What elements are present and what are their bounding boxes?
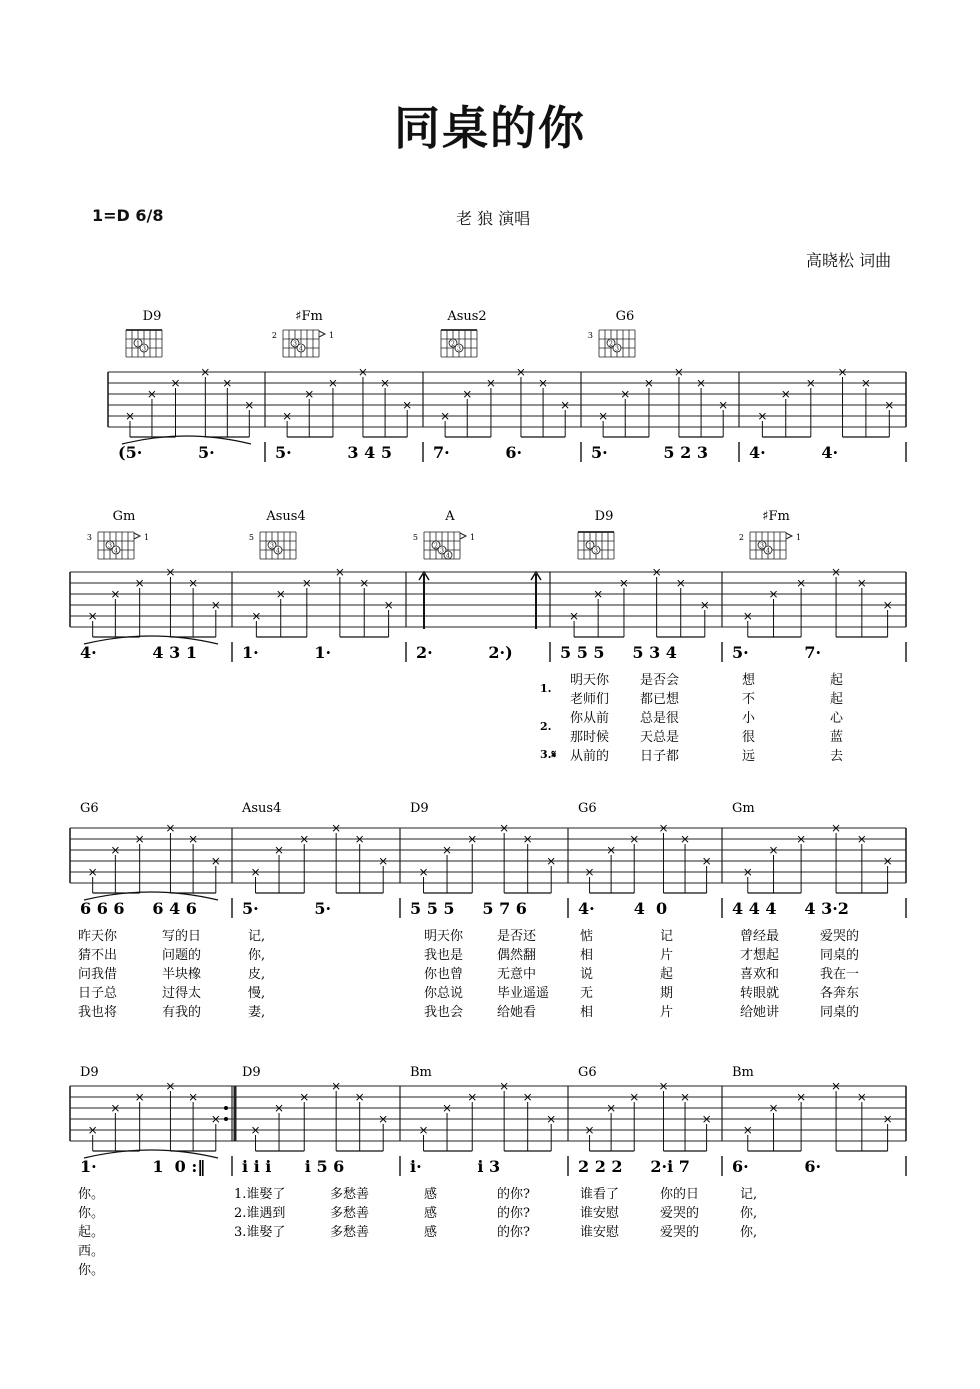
jianpu-measure: 6 6 6 6 4 6 (80, 899, 197, 918)
jianpu-measure: i i i i 5 6 (242, 1157, 345, 1176)
tab-x-mark: × (467, 1090, 478, 1104)
lyric-text: 天总是 (640, 730, 680, 745)
tab-x-mark: × (860, 376, 871, 390)
tab-x-mark: × (380, 376, 391, 390)
lyric-text: 去 (830, 749, 844, 764)
jianpu-measure: 7· 6· (433, 443, 523, 462)
lyric-text: 你的日 (660, 1187, 700, 1202)
barre-marker (319, 331, 325, 337)
finger-number: 3 (760, 542, 764, 550)
barre-string: 1 (144, 533, 150, 542)
finger-number: 3 (615, 345, 619, 353)
lyric-text: 2.谁遇到 (234, 1206, 286, 1221)
lyric-text: 起。 (78, 1225, 105, 1240)
tab-x-mark: × (357, 365, 368, 379)
tab-x-mark: × (354, 1090, 365, 1104)
lyric-text: 记, (248, 929, 266, 944)
tab-x-mark: × (244, 398, 255, 412)
lyric-text: 是否会 (640, 673, 680, 688)
finger-number: 4 (446, 552, 450, 560)
lyric-text: 日子总 (78, 986, 118, 1001)
tab-x-mark: × (282, 409, 293, 423)
tab-x-mark: × (884, 398, 895, 412)
lyric-text: 你。 (78, 1206, 105, 1221)
barre-marker (786, 533, 792, 539)
tab-x-mark: × (837, 365, 848, 379)
tab-x-mark: × (742, 1123, 753, 1137)
chord-fret-number: 3 (86, 533, 92, 542)
chord-name: G6 (615, 309, 635, 324)
tab-x-mark: × (680, 1090, 691, 1104)
lyric-text: 从前的 (570, 749, 610, 764)
tab-x-mark: × (87, 609, 98, 623)
tab-x-mark: × (831, 565, 842, 579)
tab-x-mark: × (584, 1123, 595, 1137)
tab-x-mark: × (658, 821, 669, 835)
tab-x-mark: × (757, 409, 768, 423)
lyric-text: 记, (740, 1187, 758, 1202)
tab-x-mark: × (188, 832, 199, 846)
tab-x-mark: × (165, 1079, 176, 1093)
lyric-text: 惦 (580, 929, 594, 944)
lyric-text: 过得太 (162, 986, 202, 1001)
tab-x-mark: × (742, 865, 753, 879)
lyric-text: 的你? (497, 1206, 530, 1221)
lyric-text: 你, (740, 1225, 758, 1240)
lyric-text: 远 (742, 749, 756, 764)
tab-x-mark: × (299, 832, 310, 846)
lyric-text: 问我借 (78, 967, 118, 982)
jianpu-measure: 5 5 5 5 7 6 (410, 899, 527, 918)
lyric-text: 慢, (248, 986, 266, 1001)
tab-x-mark: × (538, 376, 549, 390)
tab-x-mark: × (304, 387, 315, 401)
chord-name: Asus4 (242, 801, 282, 816)
tab-x-mark: × (188, 1090, 199, 1104)
lyric-text: 起 (830, 673, 844, 688)
tab-x-mark: × (796, 576, 807, 590)
barre-string: 1 (470, 533, 476, 542)
lyric-text: 多愁善 (330, 1225, 370, 1240)
tab-x-mark: × (856, 576, 867, 590)
tab-x-mark: × (499, 821, 510, 835)
tab-x-mark: × (334, 565, 345, 579)
lyric-text: 喜欢和 (740, 967, 780, 982)
tab-x-mark: × (378, 1112, 389, 1126)
chord-fret-number: 2 (738, 533, 744, 542)
lyric-text: 心 (830, 711, 844, 726)
lyric-text: 感 (424, 1187, 438, 1202)
lyric-text: 你, (248, 948, 266, 963)
lyric-text: 记 (660, 929, 674, 944)
tab-x-mark: × (796, 1090, 807, 1104)
lyric-text: 不 (742, 692, 756, 707)
tab-x-mark: × (210, 598, 221, 612)
tab-x-mark: × (701, 1112, 712, 1126)
lyric-text: 爱哭的 (820, 929, 860, 944)
tab-x-mark: × (165, 565, 176, 579)
lyric-text: 老师们 (570, 692, 610, 707)
tab-x-mark: × (134, 576, 145, 590)
tab-x-mark: × (165, 821, 176, 835)
jianpu-measure: i· i 3 (410, 1157, 501, 1176)
finger-number: 2 (609, 340, 613, 348)
lyric-text: 相 (580, 1005, 594, 1020)
finger-number: 4 (276, 547, 280, 555)
lyric-text: 感 (424, 1225, 438, 1240)
tab-x-mark: × (629, 1090, 640, 1104)
chord-name: ♯Fm (295, 309, 323, 324)
tab-x-mark: × (124, 409, 136, 423)
lyric-text: 你。 (78, 1187, 105, 1202)
lyric-text: 有我的 (162, 1005, 202, 1020)
tab-x-mark: × (188, 576, 199, 590)
lyric-text: 写的日 (162, 929, 202, 944)
lyric-text: 1.谁娶了 (234, 1187, 286, 1202)
lyric-text: 想 (742, 673, 756, 688)
lyric-text: 各奔东 (820, 986, 860, 1001)
tab-x-mark: × (701, 854, 712, 868)
lyric-text: 的你? (497, 1187, 530, 1202)
finger-number: 1 (588, 542, 592, 550)
chord-name: Bm (732, 1065, 754, 1080)
tab-x-mark: × (673, 365, 684, 379)
lyric-text: 起 (660, 967, 674, 982)
jianpu-measure: 5· 5 2 3 (591, 443, 708, 462)
chord-name: Gm (732, 801, 755, 816)
tab-x-mark: × (593, 587, 604, 601)
lyric-text: 给她看 (497, 1005, 537, 1020)
chord-name: D9 (594, 509, 614, 524)
lyric-text: 妻, (248, 1005, 266, 1020)
tab-x-mark: × (618, 576, 629, 590)
lyric-text: 3.谁娶了 (234, 1225, 286, 1240)
tab-x-mark: × (658, 1079, 669, 1093)
chord-name: D9 (80, 1065, 99, 1080)
jianpu-measure: 1· 1· (242, 643, 332, 662)
lyric-text: 说 (580, 967, 594, 982)
chord-name: Asus2 (447, 309, 487, 324)
tab-x-mark: × (378, 854, 389, 868)
lyric-text: 转眼就 (740, 986, 780, 1001)
jianpu-measure: 6· 6· (732, 1157, 822, 1176)
jianpu-measure: 4 4 4 4 3·2 (732, 899, 849, 918)
finger-number: 4 (114, 547, 118, 555)
lyric-text: 明天你 (570, 673, 610, 688)
lyric-text: 我也会 (424, 1005, 464, 1020)
tab-x-mark: × (805, 376, 816, 390)
tab-x-mark: × (442, 1101, 453, 1115)
jianpu-measure: 4· 4 3 1 (80, 643, 197, 662)
chord-name: D9 (410, 801, 429, 816)
tab-x-mark: × (170, 376, 181, 390)
tab-x-mark: × (651, 565, 662, 579)
lyric-text: 那时候 (570, 730, 610, 745)
barre-string: 1 (796, 533, 802, 542)
lyric-text: 我也是 (424, 948, 464, 963)
lyric-text: 同桌的 (820, 1005, 860, 1020)
tab-x-mark: × (110, 843, 121, 857)
tab-x-mark: × (606, 1101, 617, 1115)
tab-x-mark: × (598, 409, 609, 423)
tab-x-mark: × (768, 1101, 779, 1115)
lyric-text: 才想起 (740, 948, 780, 963)
tab-x-mark: × (882, 1112, 893, 1126)
tab-x-mark: × (418, 1123, 429, 1137)
tab-x-mark: × (584, 865, 595, 879)
tab-x-mark: × (606, 843, 617, 857)
chord-name: Bm (410, 1065, 432, 1080)
tab-x-mark: × (146, 387, 157, 401)
tab-x-mark: × (831, 1079, 842, 1093)
tab-x-mark: × (831, 821, 842, 835)
chord-name: D9 (142, 309, 162, 324)
lyric-text: 曾经最 (740, 929, 780, 944)
lyric-text: 多愁善 (330, 1187, 370, 1202)
chord-name: ♯Fm (762, 509, 790, 524)
tab-x-mark: × (620, 387, 631, 401)
lyric-text: 片 (660, 1005, 674, 1020)
tab-x-mark: × (699, 598, 710, 612)
tab-x-mark: × (383, 598, 394, 612)
tab-x-mark: × (780, 387, 791, 401)
tab-x-mark: × (522, 832, 533, 846)
lyric-text: 同桌的 (820, 948, 860, 963)
finger-number: 2 (434, 542, 438, 550)
tab-x-mark: × (856, 1090, 867, 1104)
lyric-text: 小 (742, 711, 756, 726)
key-signature: 1=D 6/8 (92, 206, 164, 225)
lyric-text: 多愁善 (330, 1206, 370, 1221)
tab-x-mark: × (210, 1112, 221, 1126)
tab-x-mark: × (546, 1112, 557, 1126)
jianpu-measure: 5 5 5 5 3 4 (560, 643, 677, 662)
tab-x-mark: × (331, 1079, 342, 1093)
lyric-text: 你也曾 (424, 967, 464, 982)
jianpu-measure: 2 2 2 2·i 7 (578, 1157, 690, 1176)
tab-x-mark: × (796, 832, 807, 846)
jianpu-measure: 5· 5· (242, 899, 332, 918)
finger-number: 3 (457, 345, 461, 353)
barre-string: 1 (329, 331, 335, 340)
tab-x-mark: × (274, 1101, 285, 1115)
finger-number: 3 (594, 547, 598, 555)
tab-x-mark: × (331, 821, 342, 835)
verse-number: 2. (540, 720, 552, 733)
tab-x-mark: × (200, 365, 211, 379)
lyric-text: 感 (424, 1206, 438, 1221)
tab-x-mark: × (856, 832, 867, 846)
lyric-text: 谁安慰 (580, 1225, 620, 1240)
lyric-text: 昨天你 (78, 929, 118, 944)
jianpu-measure: 5· 3 4 5 (275, 443, 392, 462)
lyric-text: 猜不出 (78, 948, 118, 963)
chord-name: G6 (80, 801, 99, 816)
tab-x-mark: × (299, 1090, 310, 1104)
tab-x-mark: × (680, 832, 691, 846)
tab-x-mark: × (110, 1101, 121, 1115)
lyric-text: 总是很 (640, 711, 680, 726)
tab-x-mark: × (134, 832, 145, 846)
tab-x-mark: × (418, 865, 429, 879)
tab-x-mark: × (250, 865, 261, 879)
verse-number: 3.𝄋 (540, 748, 557, 761)
finger-number: 3 (440, 547, 444, 555)
chord-fret-number: 2 (271, 331, 277, 340)
tab-x-mark: × (742, 609, 753, 623)
lyric-text: 期 (660, 986, 674, 1001)
lyric-text: 给她讲 (740, 1005, 780, 1020)
lyric-text: 片 (660, 948, 674, 963)
tab-x-mark: × (882, 598, 893, 612)
lyric-text: 偶然翻 (497, 948, 537, 963)
tab-x-mark: × (250, 1123, 261, 1137)
chord-name: A (445, 509, 455, 524)
lyric-text: 谁看了 (580, 1187, 620, 1202)
tab-x-mark: × (462, 387, 473, 401)
lyric-text: 无 (580, 986, 594, 1001)
jianpu-measure: 2· 2·) (416, 643, 513, 662)
tab-x-mark: × (882, 854, 893, 868)
chord-name: G6 (578, 1065, 597, 1080)
lyric-text: 你从前 (570, 711, 610, 726)
chord-name: Gm (112, 509, 136, 524)
lyric-text: 西。 (78, 1244, 105, 1259)
jianpu-measure: (5· 5· (118, 443, 215, 462)
chord-name: D9 (242, 1065, 261, 1080)
lyric-text: 我在一 (820, 967, 860, 982)
finger-number: 4 (766, 547, 770, 555)
lyric-text: 半块橡 (162, 967, 202, 982)
tab-x-mark: × (643, 376, 654, 390)
lyric-text: 蓝 (830, 730, 844, 745)
lyric-text: 爱哭的 (660, 1206, 700, 1221)
performer: 老 狼 演唱 (456, 209, 531, 228)
lyric-text: 毕业遥遥 (497, 986, 550, 1001)
tab-x-mark: × (87, 1123, 98, 1137)
tab-x-mark: × (718, 398, 729, 412)
jianpu-measure: 1· 1 0 :‖ (80, 1157, 206, 1176)
tab-x-mark: × (402, 398, 413, 412)
finger-number: 3 (293, 340, 297, 348)
chord-name: G6 (578, 801, 597, 816)
tab-x-mark: × (768, 587, 779, 601)
lyric-text: 皮, (248, 967, 266, 982)
tab-x-mark: × (440, 409, 451, 423)
lyric-text: 你。 (78, 1263, 105, 1278)
tab-x-mark: × (354, 832, 365, 846)
chord-name: Asus4 (266, 509, 306, 524)
lyric-text: 无意中 (497, 967, 537, 982)
tab-x-mark: × (696, 376, 707, 390)
tab-x-mark: × (301, 576, 312, 590)
tab-x-mark: × (546, 854, 557, 868)
lyric-text: 日子都 (640, 749, 680, 764)
tab-x-mark: × (569, 609, 580, 623)
tab-x-mark: × (274, 843, 285, 857)
tab-x-mark: × (499, 1079, 510, 1093)
lyric-text: 是否还 (497, 929, 537, 944)
tab-x-mark: × (467, 832, 478, 846)
tab-x-mark: × (675, 576, 686, 590)
lyric-text: 你, (740, 1206, 758, 1221)
jianpu-measure: 4· 4· (749, 443, 839, 462)
tab-x-mark: × (275, 587, 286, 601)
lyric-text: 你总说 (424, 986, 464, 1001)
song-title: 同桌的你 (394, 101, 586, 155)
tab-x-mark: × (768, 843, 779, 857)
barre-marker (460, 533, 466, 539)
tab-x-mark: × (251, 609, 262, 623)
barre-marker (134, 533, 140, 539)
credits: 高晓松 词曲 (806, 251, 892, 270)
tab-x-mark: × (222, 376, 233, 390)
jianpu-measure: 5· 7· (732, 643, 822, 662)
finger-number: 3 (108, 542, 112, 550)
repeat-dot (224, 1106, 228, 1110)
finger-number: 1 (136, 340, 140, 348)
lyric-text: 都已想 (640, 692, 680, 707)
lyric-text: 明天你 (424, 929, 464, 944)
lyric-text: 相 (580, 948, 594, 963)
finger-number: 2 (451, 340, 455, 348)
tab-x-mark: × (629, 832, 640, 846)
lyric-text: 很 (742, 730, 756, 745)
lyric-text: 我也将 (78, 1005, 118, 1020)
chord-fret-number: 5 (412, 533, 418, 542)
tab-x-mark: × (210, 854, 221, 868)
tab-x-mark: × (522, 1090, 533, 1104)
jianpu-measure: 4· 4 0 (578, 899, 668, 918)
tab-x-mark: × (359, 576, 370, 590)
tab-x-mark: × (110, 587, 121, 601)
finger-number: 3 (142, 345, 146, 353)
tab-x-mark: × (515, 365, 526, 379)
repeat-dot (224, 1117, 228, 1121)
tab-x-mark: × (87, 865, 98, 879)
finger-number: 3 (270, 542, 274, 550)
verse-number: 1. (540, 682, 552, 695)
lyric-text: 问题的 (162, 948, 202, 963)
chord-fret-number: 5 (248, 533, 254, 542)
tab-x-mark: × (442, 843, 453, 857)
tab-x-mark: × (327, 376, 338, 390)
finger-number: 4 (299, 345, 303, 353)
lyric-text: 爱哭的 (660, 1225, 700, 1240)
tab-x-mark: × (134, 1090, 145, 1104)
tab-x-mark: × (485, 376, 496, 390)
tab-x-mark: × (560, 398, 571, 412)
lyric-text: 谁安慰 (580, 1206, 620, 1221)
lyric-text: 起 (830, 692, 844, 707)
chord-fret-number: 3 (587, 331, 593, 340)
lyric-text: 的你? (497, 1225, 530, 1240)
